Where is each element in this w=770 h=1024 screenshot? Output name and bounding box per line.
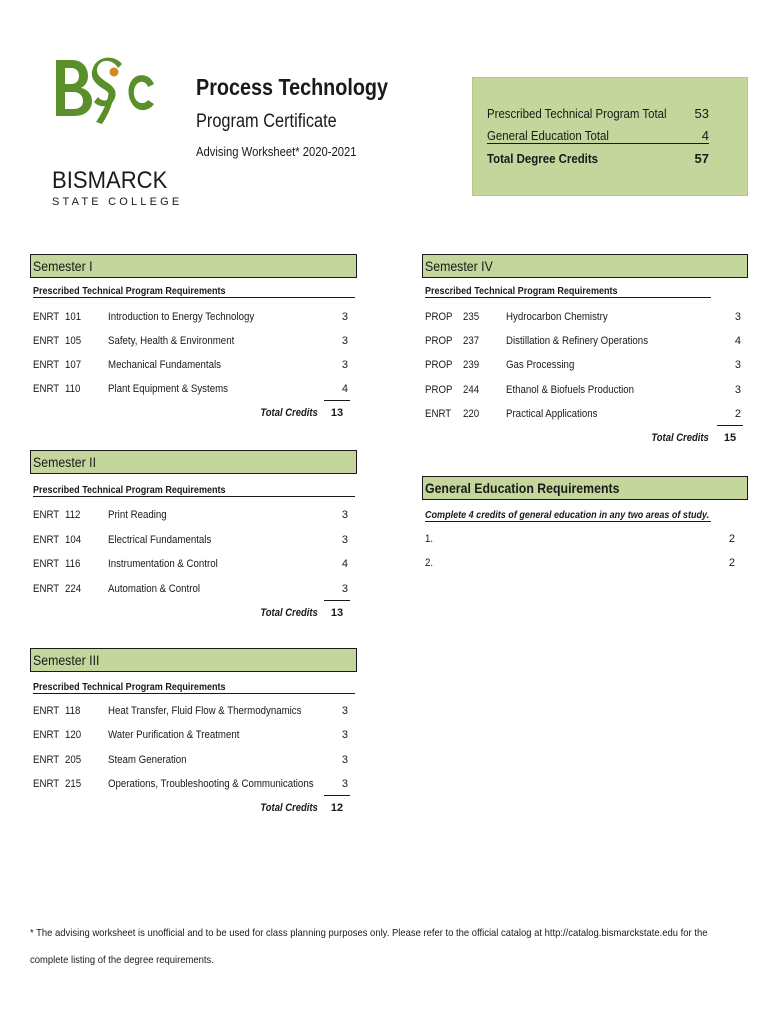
bsc-monogram-icon bbox=[52, 46, 162, 166]
footnote: * The advising worksheet is unofficial and to be used for class planning purposes only. Please refer to the official catalog at http://catalog.bismarckstate.edu for the complete listing of the degree requirements. bbox=[30, 927, 708, 966]
semester-2-header: Semester II bbox=[30, 450, 357, 474]
total-credits-value: 13 bbox=[330, 407, 344, 419]
course-number: 110 bbox=[65, 383, 81, 395]
total-divider bbox=[324, 795, 350, 796]
course-row bbox=[33, 754, 353, 768]
course-dept: ENRT bbox=[33, 359, 60, 371]
course-number: 220 bbox=[463, 407, 480, 420]
gened-item-credits: 2 bbox=[728, 557, 735, 569]
course-credits: 3 bbox=[341, 753, 348, 766]
course-row bbox=[33, 778, 353, 792]
course-title: Practical Applications bbox=[506, 407, 598, 420]
course-credits: 4 bbox=[341, 383, 348, 395]
course-credits: 4 bbox=[734, 335, 741, 348]
gened-item-label: 1. bbox=[425, 533, 434, 545]
course-number: 112 bbox=[65, 509, 81, 521]
course-number: 237 bbox=[463, 335, 480, 348]
course-title: Heat Transfer, Fluid Flow & Thermodynamics bbox=[108, 705, 302, 717]
total-credits-label: Total Credits bbox=[260, 802, 318, 815]
course-number: 107 bbox=[65, 359, 82, 371]
course-number: 244 bbox=[463, 383, 480, 396]
summary-value: 57 bbox=[694, 151, 709, 166]
course-row bbox=[425, 359, 745, 373]
course-credits: 3 bbox=[341, 509, 348, 521]
course-row bbox=[33, 359, 353, 373]
semester-4-header: Semester IV bbox=[422, 254, 748, 278]
credit-summary-box bbox=[472, 77, 748, 196]
course-number: 120 bbox=[65, 729, 82, 742]
course-dept: ENRT bbox=[33, 311, 60, 323]
summary-row bbox=[487, 106, 709, 121]
course-credits: 3 bbox=[734, 311, 741, 323]
summary-label: Total Degree Credits bbox=[487, 151, 599, 166]
course-row bbox=[33, 583, 353, 597]
page-title: Process Technology bbox=[196, 74, 389, 100]
course-title: Safety, Health & Environment bbox=[108, 335, 235, 347]
course-row bbox=[33, 383, 353, 397]
course-number: 116 bbox=[65, 558, 81, 570]
total-divider bbox=[324, 600, 350, 601]
course-credits: 3 bbox=[341, 359, 348, 371]
course-title: Hydrocarbon Chemistry bbox=[506, 311, 608, 323]
requirements-label: Prescribed Technical Program Requirements bbox=[425, 285, 711, 298]
course-credits: 3 bbox=[734, 383, 741, 396]
course-credits: 3 bbox=[341, 311, 348, 323]
course-number: 205 bbox=[65, 753, 82, 766]
gened-item-credits: 2 bbox=[728, 533, 735, 545]
course-row bbox=[33, 705, 353, 719]
course-credits: 3 bbox=[341, 729, 348, 742]
course-title: Print Reading bbox=[108, 509, 167, 521]
course-row bbox=[425, 335, 745, 349]
course-credits: 3 bbox=[341, 533, 348, 546]
course-title: Plant Equipment & Systems bbox=[108, 383, 228, 395]
course-row bbox=[33, 509, 353, 523]
course-dept: ENRT bbox=[33, 729, 60, 742]
course-dept: PROP bbox=[425, 383, 453, 396]
course-credits: 3 bbox=[341, 705, 348, 717]
total-divider bbox=[324, 400, 350, 401]
course-title: Operations, Troubleshooting & Communications bbox=[108, 777, 314, 790]
course-number: 224 bbox=[65, 582, 82, 595]
course-number: 101 bbox=[65, 311, 82, 323]
summary-label: General Education Total bbox=[487, 128, 609, 143]
course-credits: 3 bbox=[341, 777, 348, 790]
course-dept: PROP bbox=[425, 359, 453, 372]
summary-label: Prescribed Technical Program Total bbox=[487, 106, 667, 121]
course-dept: ENRT bbox=[33, 533, 60, 546]
summary-row bbox=[487, 128, 709, 144]
course-credits: 3 bbox=[341, 335, 348, 347]
course-dept: ENRT bbox=[33, 753, 60, 766]
gened-header: General Education Requirements bbox=[422, 476, 748, 500]
course-dept: PROP bbox=[425, 335, 453, 348]
course-title: Gas Processing bbox=[506, 359, 575, 372]
course-row bbox=[33, 729, 353, 743]
course-row bbox=[425, 384, 745, 398]
course-dept: ENRT bbox=[33, 383, 60, 395]
course-row bbox=[33, 311, 353, 325]
course-number: 104 bbox=[65, 533, 82, 546]
gened-item bbox=[425, 533, 735, 547]
course-dept: ENRT bbox=[33, 558, 60, 570]
gened-item-label: 2. bbox=[425, 557, 434, 569]
course-title: Introduction to Energy Technology bbox=[108, 311, 255, 323]
course-dept: ENRT bbox=[425, 407, 452, 420]
course-dept: ENRT bbox=[33, 705, 60, 717]
course-dept: ENRT bbox=[33, 335, 60, 347]
total-credits-value: 12 bbox=[330, 802, 344, 815]
course-row bbox=[33, 335, 353, 349]
course-title: Distillation & Refinery Operations bbox=[506, 335, 649, 348]
semester-1-header: Semester I bbox=[30, 254, 357, 278]
total-credits-label: Total Credits bbox=[260, 407, 318, 419]
requirements-label: Prescribed Technical Program Requirements bbox=[33, 285, 355, 298]
gened-item bbox=[425, 557, 735, 571]
course-title: Steam Generation bbox=[108, 753, 187, 766]
course-credits: 3 bbox=[734, 359, 741, 372]
gened-instruction: Complete 4 credits of general education in any two areas of study. bbox=[425, 509, 710, 521]
course-title: Instrumentation & Control bbox=[108, 558, 218, 570]
course-title: Mechanical Fundamentals bbox=[108, 359, 221, 371]
logo-name: BISMARCK bbox=[52, 167, 168, 194]
program-subtitle: Program Certificate bbox=[196, 111, 337, 132]
requirements-label: Prescribed Technical Program Requirements bbox=[33, 484, 355, 497]
summary-value: 53 bbox=[694, 106, 709, 121]
course-row bbox=[425, 311, 745, 325]
course-credits: 3 bbox=[341, 582, 348, 595]
course-number: 118 bbox=[65, 705, 81, 717]
course-dept: ENRT bbox=[33, 777, 60, 790]
course-dept: ENRT bbox=[33, 582, 60, 595]
total-credits-label: Total Credits bbox=[260, 607, 318, 619]
course-dept: ENRT bbox=[33, 509, 60, 521]
course-credits: 4 bbox=[341, 558, 348, 570]
course-title: Ethanol & Biofuels Production bbox=[506, 383, 635, 396]
course-number: 235 bbox=[463, 311, 480, 323]
course-title: Automation & Control bbox=[108, 582, 201, 595]
total-divider bbox=[717, 425, 743, 426]
semester-3-header: Semester III bbox=[30, 648, 357, 672]
course-title: Electrical Fundamentals bbox=[108, 533, 212, 546]
course-row bbox=[33, 558, 353, 572]
course-number: 215 bbox=[65, 777, 82, 790]
total-credits-value: 15 bbox=[723, 432, 737, 444]
summary-row bbox=[487, 151, 709, 166]
course-row bbox=[33, 534, 353, 548]
course-credits: 2 bbox=[734, 407, 741, 420]
total-credits-label: Total Credits bbox=[651, 432, 709, 444]
worksheet-label: Advising Worksheet* 2020-2021 bbox=[196, 145, 357, 159]
course-row bbox=[425, 408, 745, 422]
summary-value: 4 bbox=[701, 128, 709, 143]
course-number: 239 bbox=[463, 359, 480, 372]
total-credits-value: 13 bbox=[330, 607, 344, 619]
course-number: 105 bbox=[65, 335, 82, 347]
logo-subtitle: STATE COLLEGE bbox=[52, 196, 183, 208]
course-dept: PROP bbox=[425, 311, 453, 323]
course-title: Water Purification & Treatment bbox=[108, 729, 240, 742]
requirements-label: Prescribed Technical Program Requirements bbox=[33, 681, 355, 694]
